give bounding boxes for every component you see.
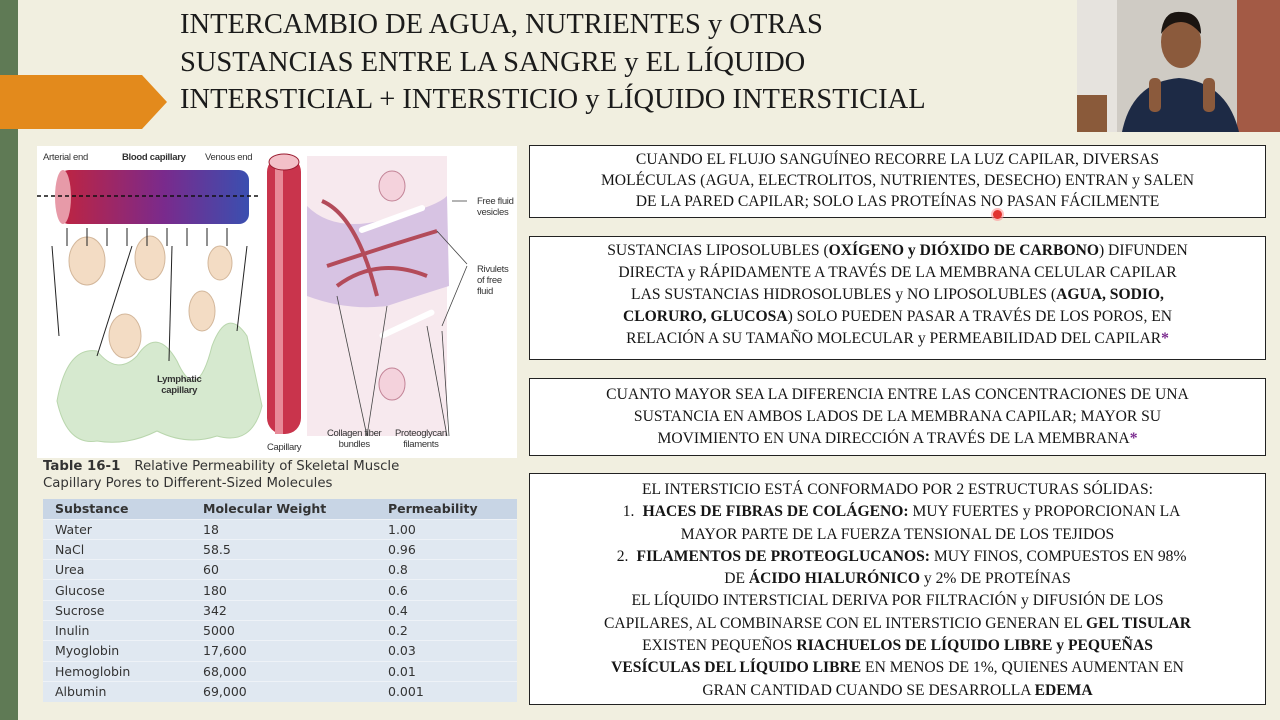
column-header: Molecular Weight: [191, 499, 376, 519]
substance-cell: Inulin: [43, 620, 191, 640]
text-line: [530, 384, 1265, 406]
text-segment: MOVIMIENTO EN UNA DIRECCIÓN A TRAVÉS DE LA MEMBRANA: [657, 430, 1130, 447]
bold-text: EDEMA: [1034, 681, 1093, 699]
text-box-concentration: [529, 378, 1266, 456]
permeability-cell: 0.4: [376, 600, 517, 620]
text-segment: GRAN CANTIDAD CUANDO SE DESARROLLA: [702, 681, 1035, 699]
rivulets-label: [477, 264, 508, 297]
substance-cell: Sucrose: [43, 600, 191, 620]
text-segment: EL INTERSTICIO ESTÁ CONFORMADO POR 2 ESTRUCTURAS SÓLIDAS:: [641, 481, 1154, 498]
text-box-interstitium: [529, 473, 1266, 705]
molecular-weight-cell: 180: [191, 580, 376, 600]
arterial-end-label: Arterial end: [43, 152, 88, 163]
interstitium-diagram: [37, 146, 517, 458]
permeability-cell: 0.8: [376, 560, 517, 580]
label-line: filaments: [403, 439, 439, 450]
title-arrow-decoration: [0, 75, 167, 129]
label-line: vesicles: [477, 207, 509, 218]
text-line: [530, 240, 1265, 262]
label-line: bundles: [338, 439, 370, 450]
text-segment: CAPILARES, AL COMBINARSE CON EL INTERSTICIO GENERAN EL: [603, 614, 1087, 632]
table-number: Table 16-1: [43, 459, 121, 474]
table-row: [43, 560, 517, 580]
table-row: [43, 539, 517, 559]
text-segment: MUY FUERTES y PROPORCIONAN LA: [908, 503, 1181, 521]
title-line: INTERSTICIAL + INTERSTICIO y LÍQUIDO INTERSTICIAL: [180, 84, 926, 115]
molecular-weight-cell: 69,000: [191, 681, 376, 701]
substance-cell: Water: [43, 519, 191, 539]
caption-line: Relative Permeability of Skeletal Muscle: [134, 459, 400, 474]
text-line: [530, 680, 1265, 702]
text-box-capillary-flow: [529, 145, 1266, 218]
text-segment: SUSTANCIA EN AMBOS LADOS DE LA MEMBRANA CAPILAR; MAYOR SU: [633, 408, 1162, 425]
text-segment: CUANDO EL FLUJO SANGUÍNEO RECORRE LA LUZ CAPILAR, DIVERSAS: [635, 151, 1160, 168]
table-row: [43, 661, 517, 681]
bold-text: VESÍCULAS DEL LÍQUIDO LIBRE: [611, 659, 862, 677]
text-line: [530, 406, 1265, 428]
text-segment: EL LÍQUIDO INTERSTICIAL DERIVA POR FILTRACIÓN y DIFUSIÓN DE LOS: [631, 592, 1164, 610]
pointer-cursor: [993, 210, 1002, 219]
text-segment: y 2% DE PROTEÍNAS: [920, 570, 1071, 588]
text-segment: DIRECTA y RÁPIDAMENTE A TRAVÉS DE LA MEMBRANA CELULAR CAPILAR: [618, 264, 1177, 281]
free-fluid-vesicles-label: [477, 196, 514, 218]
interstitium-structure-diagram: [267, 146, 517, 458]
table-caption: [43, 458, 399, 492]
text-segment: MUY FINOS, COMPUESTOS EN 98%: [929, 547, 1187, 565]
molecular-weight-cell: 68,000: [191, 661, 376, 681]
column-header: Permeability: [376, 499, 517, 519]
label-line: Lymphatic: [157, 374, 202, 385]
permeability-cell: 1.00: [376, 519, 517, 539]
text-segment: CUANTO MAYOR SEA LA DIFERENCIA ENTRE LAS CONCENTRACIONES DE UNA: [606, 386, 1189, 403]
text-line: [530, 568, 1265, 590]
permeability-cell: 0.01: [376, 661, 517, 681]
text-line: [530, 306, 1265, 328]
venous-end-label: Venous end: [205, 152, 253, 163]
label-line: Collagen fiber: [327, 428, 382, 439]
label-line: capillary: [161, 385, 198, 396]
label-line: fluid: [477, 286, 493, 297]
text-line: [530, 479, 1265, 501]
table-row: [43, 620, 517, 640]
bold-text: RIACHUELOS DE LÍQUIDO LIBRE y PEQUEÑAS: [796, 637, 1153, 655]
text-segment: MOLÉCULAS (AGUA, ELECTROLITOS, NUTRIENTES, DESECHO) ENTRAN y SALEN: [600, 172, 1195, 189]
permeability-cell: 0.03: [376, 641, 517, 661]
text-box-liposoluble: [529, 236, 1266, 360]
label-line: Rivulets: [477, 264, 509, 275]
substance-cell: Hemoglobin: [43, 661, 191, 681]
bold-text: AGUA, SODIO,: [1056, 286, 1164, 303]
substance-cell: NaCl: [43, 539, 191, 559]
presenter-webcam: [1077, 0, 1280, 132]
bold-text: OXÍGENO y: [828, 242, 916, 259]
asterisk: *: [1161, 330, 1169, 347]
text-segment: RELACIÓN A SU TAMAÑO MOLECULAR y PERMEABILIDAD DEL CAPILAR: [626, 330, 1162, 347]
text-line: [530, 328, 1265, 350]
text-segment: LAS SUSTANCIAS HIDROSOLUBLES y NO LIPOSOLUBLES (: [631, 286, 1057, 303]
lymphatic-capillary-label: [157, 374, 201, 396]
molecular-weight-cell: 5000: [191, 620, 376, 640]
title-line: INTERCAMBIO DE AGUA, NUTRIENTES y OTRAS: [180, 9, 823, 40]
table-row: [43, 519, 517, 539]
bold-text: HACES DE FIBRAS DE COLÁGENO:: [642, 503, 909, 521]
bold-text: DIÓXIDO DE CARBONO: [919, 242, 1099, 259]
molecular-weight-cell: 18: [191, 519, 376, 539]
presenter-image: [1077, 0, 1280, 132]
table-row: [43, 681, 517, 701]
text-line: [530, 635, 1265, 657]
list-number: 1.: [622, 503, 635, 521]
permeability-cell: 0.96: [376, 539, 517, 559]
molecular-weight-cell: 17,600: [191, 641, 376, 661]
text-line: [530, 657, 1265, 679]
text-segment: MAYOR PARTE DE LA FUERZA TENSIONAL DE LOS TEJIDOS: [680, 525, 1115, 543]
blood-capillary-label: Blood capillary: [122, 152, 186, 163]
permeability-cell: 0.2: [376, 620, 517, 640]
text-line: [530, 262, 1265, 284]
table-row: [43, 641, 517, 661]
title-line: SUSTANCIAS ENTRE LA SANGRE y EL LÍQUIDO: [180, 46, 806, 78]
text-segment: SUSTANCIAS LIPOSOLUBLES (: [607, 242, 829, 259]
caption-line: Capillary Pores to Different-Sized Molecules: [43, 476, 333, 491]
text-line: [530, 524, 1265, 546]
capillary-label: Capillary: [267, 442, 302, 453]
label-line: of free: [477, 275, 502, 286]
text-line: [530, 428, 1265, 450]
permeability-table: [43, 499, 517, 702]
bold-text: GEL TISULAR: [1086, 614, 1192, 632]
text-line: [530, 149, 1265, 170]
substance-cell: Myoglobin: [43, 641, 191, 661]
table-header-row: [43, 499, 517, 519]
molecular-weight-cell: 58.5: [191, 539, 376, 559]
column-header: Substance: [43, 499, 191, 519]
text-line: [530, 546, 1265, 568]
capillary-exchange-diagram: [37, 146, 267, 458]
text-line: [530, 613, 1265, 635]
bold-text: FILAMENTOS DE PROTEOGLUCANOS:: [636, 547, 930, 565]
permeability-cell: 0.6: [376, 580, 517, 600]
asterisk: *: [1129, 430, 1138, 447]
bold-text: CLORURO, GLUCOSA: [622, 308, 788, 325]
slide-title: [180, 6, 926, 119]
list-number: 2.: [616, 547, 629, 565]
bold-text: ÁCIDO HIALURÓNICO: [748, 570, 921, 588]
label-line: Free fluid: [477, 196, 514, 207]
text-line: [530, 170, 1265, 191]
table-row: [43, 600, 517, 620]
text-line: [530, 191, 1265, 212]
text-segment: DE LA PARED CAPILAR; SOLO LAS PROTEÍNAS NO PASAN FÁCILMENTE: [635, 193, 1160, 210]
text-segment: EN MENOS DE 1%, QUIENES AUMENTAN EN: [861, 659, 1184, 677]
text-line: [530, 284, 1265, 306]
text-segment: DE: [724, 570, 749, 588]
text-line: [530, 590, 1265, 612]
text-segment: ) DIFUNDEN: [1098, 242, 1188, 259]
molecular-weight-cell: 342: [191, 600, 376, 620]
text-segment: ) SOLO PUEDEN PASAR A TRAVÉS DE LOS POROS, EN: [787, 308, 1173, 325]
substance-cell: Glucose: [43, 580, 191, 600]
table-row: [43, 580, 517, 600]
label-line: Proteoglycan: [395, 428, 447, 439]
molecular-weight-cell: 60: [191, 560, 376, 580]
substance-cell: Albumin: [43, 681, 191, 701]
collagen-label: [327, 428, 381, 450]
permeability-cell: 0.001: [376, 681, 517, 701]
text-segment: EXISTEN PEQUEÑOS: [642, 637, 797, 655]
text-line: [530, 501, 1265, 523]
proteoglycan-label: [395, 428, 447, 450]
substance-cell: Urea: [43, 560, 191, 580]
